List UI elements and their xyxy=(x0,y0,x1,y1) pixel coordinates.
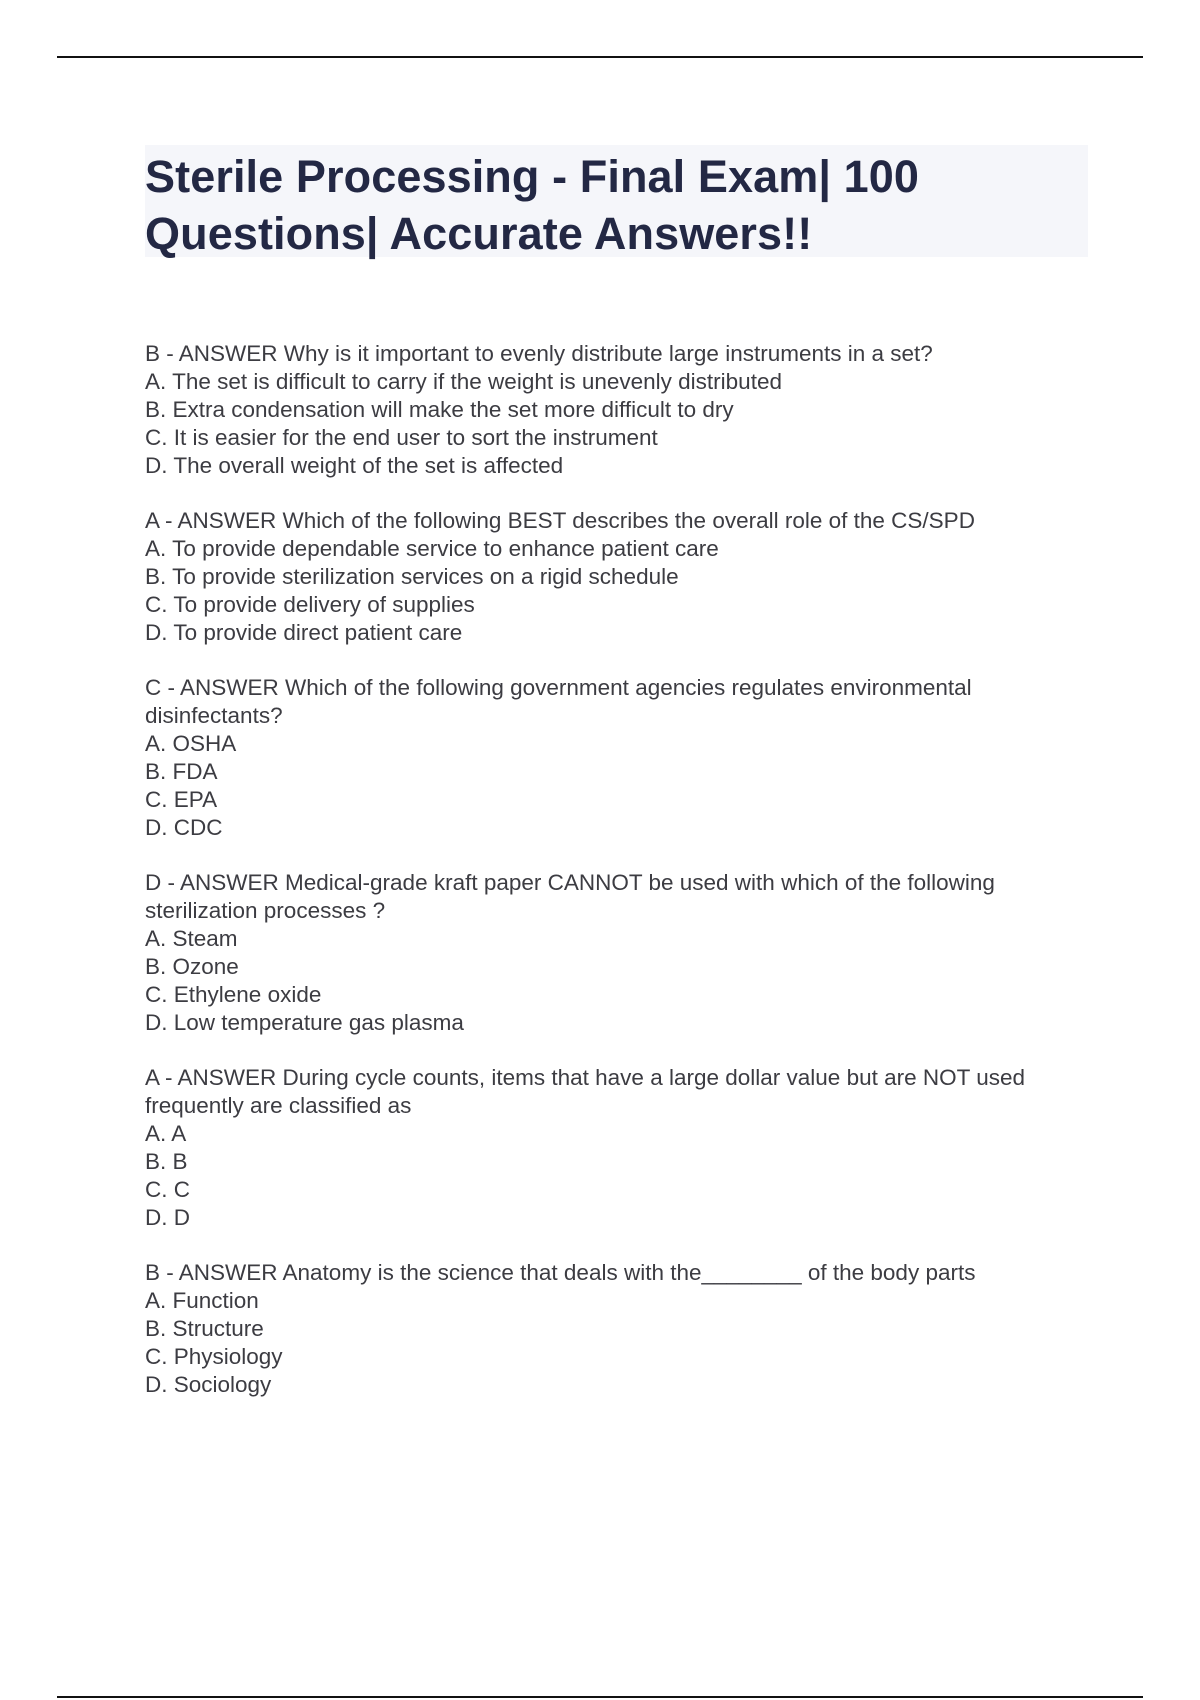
top-rule xyxy=(57,56,1143,58)
answer-option-c: C. To provide delivery of supplies xyxy=(145,592,475,617)
question-3 xyxy=(145,674,1105,842)
answer-option-c: C. It is easier for the end user to sort the instrument xyxy=(145,425,658,450)
answer-option-c: C. Physiology xyxy=(145,1344,283,1369)
answer-option-b: B. Ozone xyxy=(145,954,239,979)
question-4 xyxy=(145,869,1105,1037)
answer-option-a: A. OSHA xyxy=(145,731,237,756)
question-stem: B - ANSWER Anatomy is the science that deals with the________ of the body parts xyxy=(145,1260,976,1285)
answer-option-c: C. EPA xyxy=(145,787,218,812)
question-2 xyxy=(145,507,1105,647)
answer-option-b: B. FDA xyxy=(145,759,218,784)
question-5 xyxy=(145,1064,1105,1232)
question-stem: A - ANSWER During cycle counts, items that have a large dollar value but are NOT used frequently are classified as xyxy=(145,1065,1025,1118)
answer-option-a: A. Function xyxy=(145,1288,259,1313)
answer-option-d: D. To provide direct patient care xyxy=(145,620,463,645)
question-stem: D - ANSWER Medical-grade kraft paper CANNOT be used with which of the following sterilization processes ? xyxy=(145,870,995,923)
answer-option-a: A. Steam xyxy=(145,926,238,951)
answer-option-d: D. Sociology xyxy=(145,1372,272,1397)
question-list xyxy=(145,340,1105,1426)
answer-option-c: C. Ethylene oxide xyxy=(145,982,322,1007)
question-stem: B - ANSWER Why is it important to evenly distribute large instruments in a set? xyxy=(145,341,933,366)
question-1 xyxy=(145,340,1105,480)
answer-option-c: C. C xyxy=(145,1177,190,1202)
question-stem: C - ANSWER Which of the following government agencies regulates environmental disinfectants? xyxy=(145,675,972,728)
answer-option-b: B. Extra condensation will make the set more difficult to dry xyxy=(145,397,734,422)
answer-option-b: B. B xyxy=(145,1149,188,1174)
answer-option-d: D. D xyxy=(145,1205,190,1230)
question-stem: A - ANSWER Which of the following BEST describes the overall role of the CS/SPD xyxy=(145,508,975,533)
bottom-rule xyxy=(57,1696,1143,1698)
answer-option-d: D. The overall weight of the set is affected xyxy=(145,453,564,478)
answer-option-a: A. A xyxy=(145,1121,187,1146)
answer-option-a: A. To provide dependable service to enhance patient care xyxy=(145,536,719,561)
answer-option-b: B. Structure xyxy=(145,1316,264,1341)
answer-option-d: D. CDC xyxy=(145,815,223,840)
answer-option-a: A. The set is difficult to carry if the weight is unevenly distributed xyxy=(145,369,782,394)
answer-option-b: B. To provide sterilization services on a rigid schedule xyxy=(145,564,679,589)
answer-option-d: D. Low temperature gas plasma xyxy=(145,1010,464,1035)
document-title: Sterile Processing - Final Exam| 100 Questions| Accurate Answers!! xyxy=(145,151,920,259)
question-6 xyxy=(145,1259,1105,1399)
